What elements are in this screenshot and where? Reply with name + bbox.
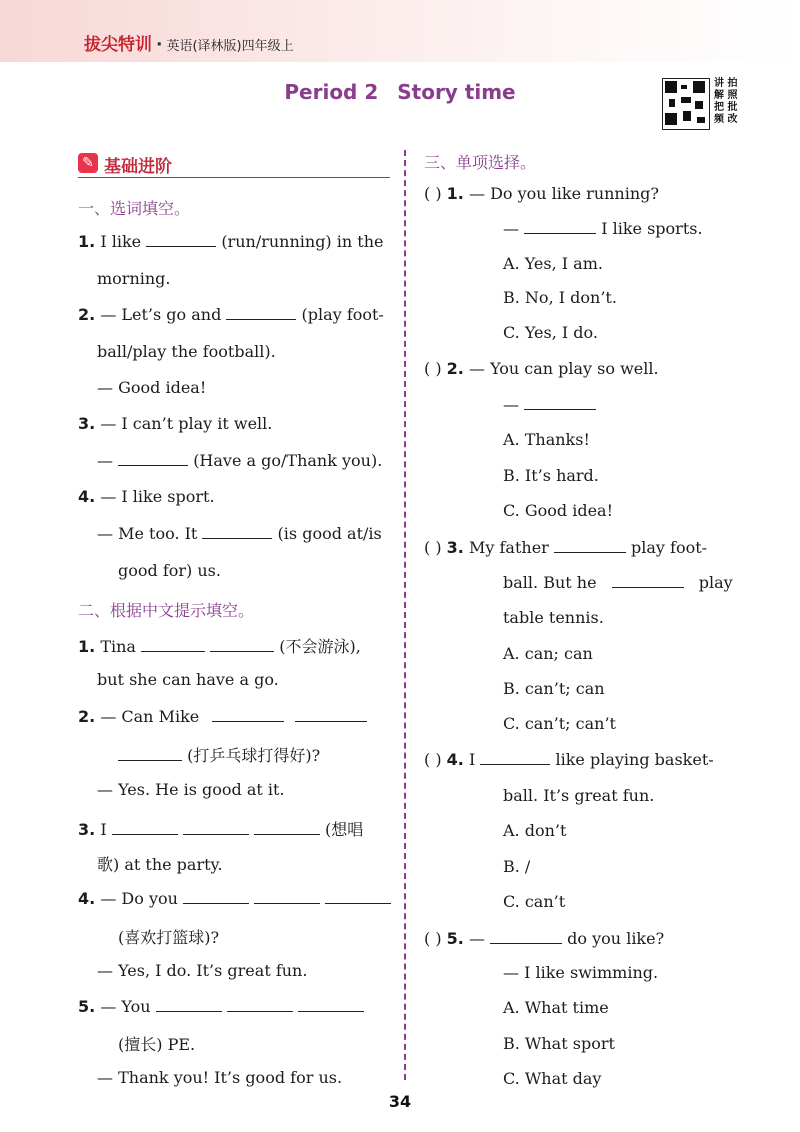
question-number: 5. — [446, 929, 464, 948]
answer-blank[interactable] — [480, 750, 550, 765]
text: (run/running) in the — [221, 232, 384, 251]
option: C. Yes, I do. — [503, 323, 598, 342]
answer-blank[interactable] — [118, 451, 188, 466]
answer-paren[interactable]: ( ) — [424, 929, 442, 948]
p2-q3-line2: 歌) at the party. — [97, 855, 223, 874]
answer-paren[interactable]: ( ) — [424, 538, 442, 557]
answer-blank[interactable] — [183, 820, 249, 835]
answer-blank[interactable] — [146, 232, 216, 247]
answer-blank[interactable] — [212, 707, 284, 722]
p2-q4-line1 — [78, 889, 391, 908]
answer-blank[interactable] — [141, 637, 205, 652]
answer-paren[interactable]: ( ) — [424, 359, 442, 378]
answer-blank[interactable] — [524, 219, 596, 234]
option: A. Thanks! — [503, 430, 590, 449]
p1-q1-line2: morning. — [97, 269, 171, 288]
text: play foot- — [631, 538, 708, 557]
p2-q2-line3: — Yes. He is good at it. — [97, 780, 285, 799]
text: — I like sport. — [100, 487, 215, 506]
part1-heading: 一、选词填空。 — [78, 199, 191, 218]
p3-q1-stem — [424, 184, 659, 203]
question-number: 2. — [78, 305, 96, 324]
text: My father — [468, 538, 549, 557]
section-heading-label: 基础进阶 — [104, 157, 172, 177]
header-band — [0, 0, 800, 62]
p3-q3-stem — [424, 538, 707, 557]
text: I — [100, 820, 107, 839]
text: (is good at/is — [277, 524, 382, 543]
option: A. What time — [503, 998, 609, 1017]
p2-q4-line2: (喜欢打篮球)? — [118, 928, 220, 947]
p1-q3-line1 — [78, 414, 272, 433]
answer-blank[interactable] — [118, 746, 182, 761]
p3-q3-line3: table tennis. — [503, 608, 604, 627]
p2-q2-line1 — [78, 707, 367, 726]
answer-blank[interactable] — [295, 707, 367, 722]
option: B. It’s hard. — [503, 466, 599, 485]
option: C. can’t; can’t — [503, 714, 616, 733]
text: — — [97, 451, 113, 470]
answer-blank[interactable] — [112, 820, 178, 835]
qr-caption: 讲 拍 解 照 把 批 频 改 — [714, 78, 738, 125]
option: C. Good idea! — [503, 501, 614, 520]
text: I — [468, 750, 476, 769]
answer-paren[interactable]: ( ) — [424, 184, 442, 203]
brand-dot: · — [156, 35, 163, 55]
p1-q2-line2: ball/play the football). — [97, 342, 276, 361]
question-number: 1. — [78, 637, 96, 656]
p2-q1-line2: but she can have a go. — [97, 670, 279, 689]
brand-title — [84, 30, 294, 55]
answer-paren[interactable]: ( ) — [424, 750, 442, 769]
brand-name: 拔尖特训 — [84, 35, 152, 55]
text: I like — [100, 232, 142, 251]
answer-blank[interactable] — [202, 524, 272, 539]
text: (打乒乓球打得好)? — [187, 746, 321, 765]
qr-code-icon[interactable] — [662, 78, 710, 130]
section-rule — [78, 177, 390, 178]
text: (play foot- — [301, 305, 384, 324]
p3-q3-line2 — [503, 573, 733, 592]
answer-blank[interactable] — [524, 395, 596, 410]
text: — You — [100, 997, 151, 1016]
p3-q2-reply — [503, 395, 596, 414]
text: — Do you like running? — [468, 184, 659, 203]
answer-blank[interactable] — [325, 889, 391, 904]
text: ball. But he — [503, 573, 597, 592]
text: play — [698, 573, 733, 592]
p2-q1-line1 — [78, 634, 361, 657]
option: B. What sport — [503, 1034, 615, 1053]
p1-q2-line1 — [78, 305, 384, 324]
question-number: 5. — [78, 997, 96, 1016]
text: I like sports. — [601, 219, 703, 238]
p1-q1-line1 — [78, 232, 383, 251]
answer-blank[interactable] — [210, 637, 274, 652]
text: — Let’s go and — [100, 305, 222, 324]
text: like playing basket- — [555, 750, 714, 769]
text: (Have a go/Thank you). — [193, 451, 383, 470]
p2-q3-line1 — [78, 817, 363, 840]
part2-heading: 二、根据中文提示填空。 — [78, 601, 255, 620]
topic-label: Story time — [397, 80, 516, 104]
text: do you like? — [567, 929, 665, 948]
p1-q3-line2 — [97, 451, 382, 470]
text: — — [503, 219, 519, 238]
answer-blank[interactable] — [254, 889, 320, 904]
p3-q4-line2: ball. It’s great fun. — [503, 786, 655, 805]
answer-blank[interactable] — [183, 889, 249, 904]
option: A. can; can — [503, 644, 593, 663]
answer-blank[interactable] — [554, 538, 626, 553]
p1-q4-line3: good for) us. — [118, 561, 221, 580]
p2-q2-line2 — [118, 743, 320, 766]
page-number: 34 — [388, 1092, 412, 1111]
period-label: Period 2 — [284, 80, 379, 104]
answer-blank[interactable] — [226, 305, 296, 320]
option: C. can’t — [503, 892, 566, 911]
pen-icon: ✎ — [78, 153, 98, 173]
option: B. No, I don’t. — [503, 288, 617, 307]
text: — Me too. It — [97, 524, 198, 543]
section-heading — [78, 150, 394, 180]
question-number: 1. — [446, 184, 464, 203]
text: — I can’t play it well. — [100, 414, 273, 433]
answer-blank[interactable] — [156, 997, 222, 1012]
answer-blank[interactable] — [254, 820, 320, 835]
p1-q2-line3: — Good idea! — [97, 378, 207, 397]
text: Tina — [100, 637, 136, 656]
option: A. don’t — [503, 821, 567, 840]
column-divider — [404, 150, 406, 1080]
answer-blank[interactable] — [612, 573, 684, 588]
text: — Can Mike — [100, 707, 200, 726]
text: — — [503, 395, 519, 414]
question-number: 2. — [446, 359, 464, 378]
text: — Do you — [100, 889, 178, 908]
p1-q4-line1 — [78, 487, 215, 506]
question-number: 4. — [446, 750, 464, 769]
question-number: 3. — [78, 820, 96, 839]
text: (想唱 — [325, 820, 364, 839]
book-subtitle: 英语(译林版)四年级上 — [166, 39, 294, 54]
text: — You can play so well. — [468, 359, 659, 378]
p2-q5-line1 — [78, 997, 364, 1016]
question-number: 4. — [78, 487, 96, 506]
p3-q5-stem — [424, 929, 664, 948]
p2-q5-line3: — Thank you! It’s good for us. — [97, 1068, 343, 1087]
p3-q4-stem — [424, 750, 714, 769]
answer-blank[interactable] — [227, 997, 293, 1012]
text: (不会游泳), — [279, 637, 361, 656]
text: — — [468, 929, 485, 948]
option: A. Yes, I am. — [503, 254, 603, 273]
part3-heading: 三、单项选择。 — [424, 153, 537, 172]
p1-q4-line2 — [97, 524, 382, 543]
p3-q2-stem — [424, 359, 659, 378]
question-number: 2. — [78, 707, 96, 726]
p3-q5-line2: — I like swimming. — [503, 963, 659, 982]
p2-q4-line3: — Yes, I do. It’s great fun. — [97, 961, 308, 980]
answer-blank[interactable] — [490, 929, 562, 944]
question-number: 3. — [446, 538, 464, 557]
option: B. / — [503, 857, 531, 876]
option: C. What day — [503, 1069, 602, 1088]
question-number: 1. — [78, 232, 96, 251]
question-number: 4. — [78, 889, 96, 908]
p3-q1-reply — [503, 219, 703, 238]
question-number: 3. — [78, 414, 96, 433]
option: B. can’t; can — [503, 679, 605, 698]
p2-q5-line2: (擅长) PE. — [118, 1035, 196, 1054]
answer-blank[interactable] — [298, 997, 364, 1012]
